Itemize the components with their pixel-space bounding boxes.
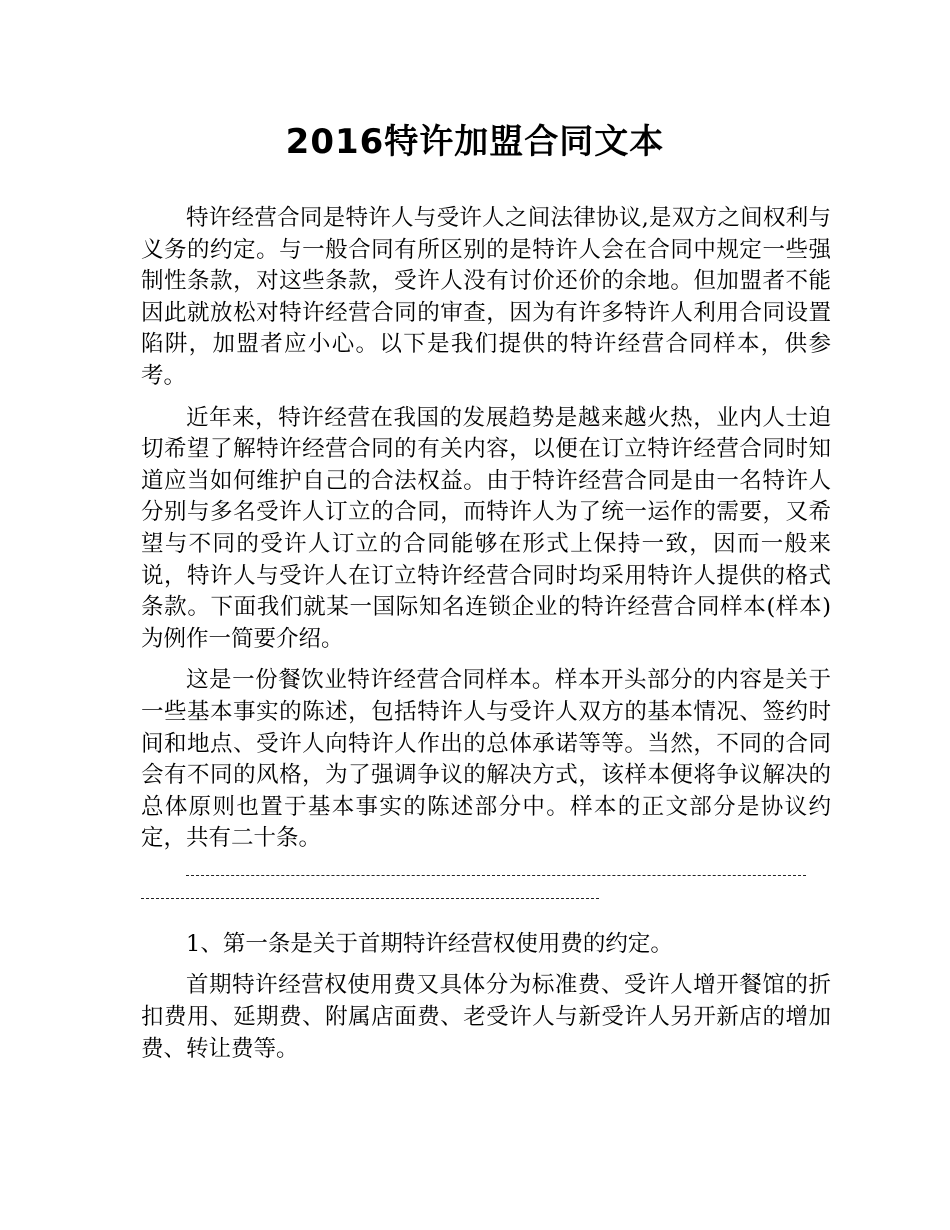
dashed-divider-line bbox=[141, 898, 599, 899]
section-heading: 1、第一条是关于首期特许经营权使用费的约定。 bbox=[186, 930, 673, 957]
dashed-divider-line bbox=[186, 875, 806, 876]
intro-paragraph: 特许经营合同是特许人与受许人之间法律协议,是双方之间权利与义务的约定。与一般合同有所区别的是特许人会在合同中规定一些强制性条款，对这些条款，受许人没有讨价还价的余地。但加盟者不能因此就放松对特许经营合同的审查，因为有许多特许人利用合同设置陷阱，加盟者应小心。以下是我们提供的特许经营合同样本，供参考。 bbox=[141, 205, 831, 389]
dashed-divider bbox=[141, 875, 831, 899]
background-paragraph: 近年来，特许经营在我国的发展趋势是越来越火热，业内人士迫切希望了解特许经营合同的有关内容，以便在订立特许经营合同时知道应当如何维护自己的合法权益。由于特许经营合同是由一名特许人分别与多名受许人订立的合同，而特许人为了统一运作的需要，又希望与不同的受许人订立的合同能够在形式上保持一致，因而一般来说，特许人与受许人在订立特许经营合同时均采用特许人提供的格式条款。下面我们就某一国际知名连锁企业的特许经营合同样本(样本)为例作一简要介绍。 bbox=[141, 404, 831, 652]
document-body bbox=[141, 203, 831, 1075]
sample-overview-paragraph: 这是一份餐饮业特许经营合同样本。样本开头部分的内容是关于一些基本事实的陈述，包括特许人与受许人双方的基本情况、签约时间和地点、受许人向特许人作出的总体承诺等等。当然，不同的合同会有不同的风格，为了强调争议的解决方式，该样本便将争议解决的总体原则也置于基本事实的陈述部分中。样本的正文部分是协议约定，共有二十条。 bbox=[141, 667, 831, 852]
document-title: 2016特许加盟合同文本 bbox=[285, 122, 665, 162]
section-paragraph: 首期特许经营权使用费又具体分为标准费、受许人增开餐馆的折扣费用、延期费、附属店面费、老受许人与新受许人另开新店的增加费、转让费等。 bbox=[141, 972, 831, 1062]
